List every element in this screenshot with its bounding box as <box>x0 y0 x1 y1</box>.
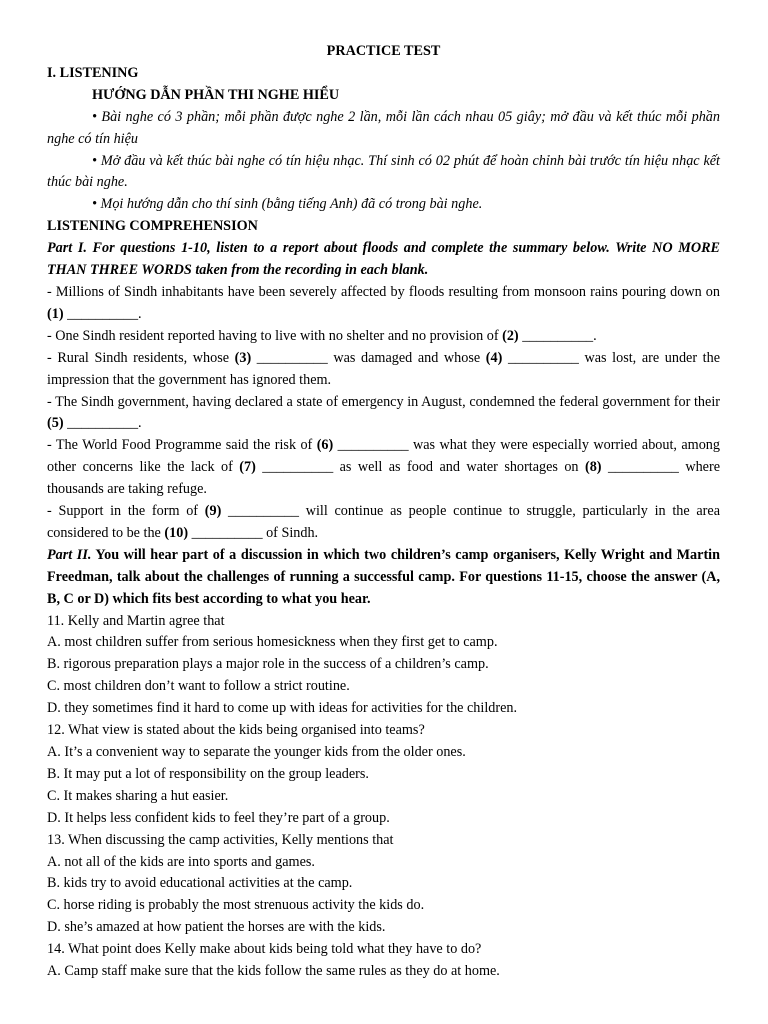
question-13: 13. When discussing the camp activities, Kelly mentions that <box>47 831 394 848</box>
option-13c: C. horse riding is probably the most strenuous activity the kids do. <box>47 897 425 914</box>
question-11: 11. Kelly and Martin agree that <box>47 612 225 629</box>
page-title: PRACTICE TEST <box>326 43 441 59</box>
section-subheading: HƯỚNG DẪN PHẦN THI NGHE HIỂU <box>92 86 340 103</box>
summary-line-3: - Rural Sindh residents, whose (3) __________ was damaged and whose (4) __________ was lost, are under the impression that the government has ignored them. <box>47 349 720 388</box>
option-11a: A. most children suffer from serious homesickness when they first get to camp. <box>47 634 498 651</box>
option-11b: B. rigorous preparation plays a major role in the success of a children’s camp. <box>47 656 489 673</box>
summary-line-5: - The World Food Programme said the risk of (6) __________ was what they were especially worried about, among other concerns like the lack of (7) __________ as well as food and water shortages on (8) __________ where thousands are taking refuge. <box>47 437 720 498</box>
blank-number: (10) <box>164 524 189 541</box>
question-12: 12. What view is stated about the kids being organised into teams? <box>47 722 425 739</box>
option-13d: D. she’s amazed at how patient the horses are with the kids. <box>47 919 386 936</box>
blank-number: (2) <box>502 327 519 344</box>
summary-line-1: - Millions of Sindh inhabitants have been severely affected by floods resulting from monsoon rains pouring down on (1) __________. <box>47 283 720 322</box>
part1-instruction: Part I. For questions 1-10, listen to a report about floods and complete the summary below. Write NO MORE THAN THREE WORDS taken from the recording in each blank. <box>47 240 720 279</box>
instruction-line-1: • Bài nghe có 3 phần; mỗi phần được nghe 2 lần, mỗi lần cách nhau 05 giây; mở đầu và kết thúc mỗi phần nghe có tín hiệu <box>47 108 720 147</box>
option-12b: B. It may put a lot of responsibility on the group leaders. <box>47 765 369 782</box>
blank-number: (6) <box>316 437 334 454</box>
instruction-line-3: • Mọi hướng dẫn cho thí sinh (bằng tiếng Anh) đã có trong bài nghe. <box>92 196 483 213</box>
part2-instruction: Part II. You will hear part of a discussion in which two children’s camp organisers, Kelly Wright and Martin Freedman, talk about the challenges of running a successful camp. For questions 11-15, choose the answer (A, B, C or D) which fits best according to what you hear. <box>47 546 721 607</box>
blank-number: (7) <box>239 459 256 476</box>
blank-number: (5) <box>47 415 64 432</box>
blank-number: (4) <box>485 349 503 366</box>
option-14a: A. Camp staff make sure that the kids follow the same rules as they do at home. <box>47 963 500 980</box>
option-12a: A. It’s a convenient way to separate the younger kids from the older ones. <box>47 744 466 760</box>
section-heading-listening: I. LISTENING <box>47 64 139 81</box>
option-11c: C. most children don’t want to follow a strict routine. <box>47 678 350 695</box>
option-13a: A. not all of the kids are into sports and games. <box>47 853 315 870</box>
question-14: 14. What point does Kelly make about kids being told what they have to do? <box>47 941 482 958</box>
blank-number: (9) <box>204 503 222 520</box>
blank-number: (3) <box>234 349 252 366</box>
option-12c: C. It makes sharing a hut easier. <box>47 787 229 804</box>
part2-label: Part II. <box>47 546 92 563</box>
instruction-line-2: • Mở đầu và kết thúc bài nghe có tín hiệu nhạc. Thí sinh có 02 phút để hoàn chỉnh bài trước tín hiệu nhạc kết thúc bài nghe. <box>47 152 720 191</box>
comprehension-heading: LISTENING COMPREHENSION <box>47 218 258 235</box>
summary-line-2: - One Sindh resident reported having to live with no shelter and no provision of (2) __________. <box>47 327 597 344</box>
option-11d: D. they sometimes find it hard to come up with ideas for activities for the children. <box>47 700 518 717</box>
summary-line-6: - Support in the form of (9) __________ will continue as people continue to struggle, particularly in the area considered to be the (10) __________ of Sindh. <box>47 503 721 541</box>
blank-number: (8) <box>584 459 602 476</box>
summary-line-4: - The Sindh government, having declared a state of emergency in August, condemned the federal government for their (5) __________. <box>47 393 720 432</box>
blank-number: (1) <box>47 305 64 322</box>
option-12d: D. It helps less confident kids to feel they’re part of a group. <box>47 809 390 826</box>
option-13b: B. kids try to avoid educational activities at the camp. <box>47 875 353 892</box>
